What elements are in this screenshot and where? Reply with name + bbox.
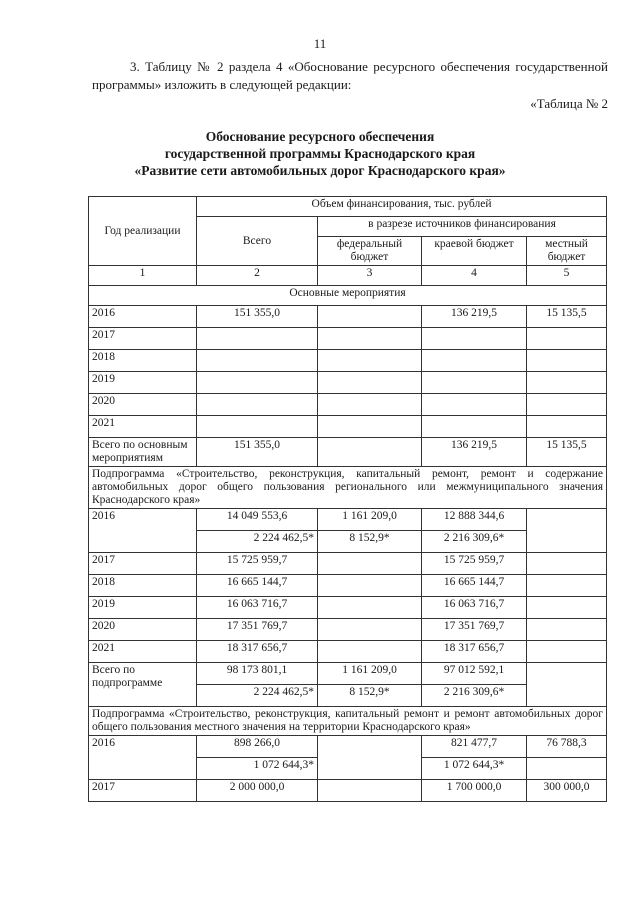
- total-cell: [197, 394, 318, 416]
- year-cell: 2016: [89, 736, 197, 780]
- federal-cell: [318, 416, 422, 438]
- year-cell: 2017: [89, 780, 197, 802]
- table-row: [89, 372, 607, 394]
- table-row: [89, 780, 607, 802]
- total-cell: 15 725 959,7: [197, 553, 318, 575]
- local-cell: [527, 394, 607, 416]
- table-row: [89, 641, 607, 663]
- year-cell: 2020: [89, 394, 197, 416]
- federal-cell: [318, 306, 422, 328]
- col-number: 3: [318, 266, 422, 286]
- federal-cell: [318, 350, 422, 372]
- regional-cell: 136 219,5: [422, 306, 527, 328]
- local-cell: [527, 597, 607, 619]
- total-cell: [197, 350, 318, 372]
- heading-line-1: Обоснование ресурсного обеспечения: [205, 129, 435, 144]
- federal-cell: [318, 597, 422, 619]
- regional-cell: 1 700 000,0: [422, 780, 527, 802]
- federal-cell: [318, 575, 422, 597]
- header-by-source: в разрезе источников финансирования: [318, 217, 607, 237]
- header-total: Всего: [197, 217, 318, 266]
- local-cell: [527, 758, 607, 780]
- total-cell: 17 351 769,7: [197, 619, 318, 641]
- year-cell: 2016: [89, 509, 197, 553]
- table-row: [89, 394, 607, 416]
- header-federal: федеральный бюджет: [318, 237, 422, 266]
- section-title-row: [89, 286, 607, 306]
- table-row: [89, 328, 607, 350]
- table-row: [89, 350, 607, 372]
- federal-cell: [318, 372, 422, 394]
- local-cell: 15 135,5: [527, 438, 607, 467]
- total-cell: 2 224 462,5*: [197, 531, 318, 553]
- table-reference: «Таблица № 2: [530, 96, 608, 111]
- regional-cell: 2 216 309,6*: [422, 531, 527, 553]
- local-cell: [527, 663, 607, 707]
- local-cell: [527, 553, 607, 575]
- document-heading: [0, 128, 640, 179]
- federal-cell: 8 152,9*: [318, 685, 422, 707]
- header-regional: краевой бюджет: [422, 237, 527, 266]
- federal-cell: [318, 394, 422, 416]
- regional-cell: 136 219,5: [422, 438, 527, 467]
- regional-cell: 18 317 656,7: [422, 641, 527, 663]
- total-cell: 16 665 144,7: [197, 575, 318, 597]
- regional-cell: 821 477,7: [422, 736, 527, 758]
- regional-cell: 1 072 644,3*: [422, 758, 527, 780]
- summary-label: Всего по основным мероприятиям: [89, 438, 197, 467]
- regional-cell: [422, 328, 527, 350]
- header-local: местный бюджет: [527, 237, 607, 266]
- table-row: [89, 619, 607, 641]
- financing-table: [88, 196, 607, 802]
- federal-cell: [318, 641, 422, 663]
- total-cell: 2 224 462,5*: [197, 685, 318, 707]
- federal-cell: [318, 780, 422, 802]
- section-2-title: Подпрограмма «Строительство, реконструкция, капитальный ремонт, ремонт и содержание автомобильных дорог общего пользования регионального или межмуниципального значения Краснодарского края»: [89, 467, 607, 509]
- total-cell: 18 317 656,7: [197, 641, 318, 663]
- local-cell: [527, 641, 607, 663]
- year-cell: 2018: [89, 575, 197, 597]
- federal-cell: 1 161 209,0: [318, 509, 422, 531]
- header-volume: Объем финансирования, тыс. рублей: [197, 197, 607, 217]
- federal-cell: [318, 619, 422, 641]
- col-number: 4: [422, 266, 527, 286]
- intro-paragraph: 3. Таблицу № 2 раздела 4 «Обоснование ресурсного обеспечения государственной программы» изложить в следующей редакции:: [92, 59, 608, 92]
- local-cell: [527, 509, 607, 553]
- total-cell: [197, 372, 318, 394]
- year-cell: 2019: [89, 597, 197, 619]
- summary-row: [89, 438, 607, 467]
- summary-label: Всего по подпрограмме: [89, 663, 197, 707]
- local-cell: [527, 328, 607, 350]
- federal-cell: [318, 736, 422, 780]
- heading-line-3: «Развитие сети автомобильных дорог Краснодарского края»: [134, 163, 506, 178]
- local-cell: [527, 416, 607, 438]
- federal-cell: [318, 553, 422, 575]
- regional-cell: 15 725 959,7: [422, 553, 527, 575]
- federal-cell: [318, 438, 422, 467]
- regional-cell: 17 351 769,7: [422, 619, 527, 641]
- federal-cell: [318, 328, 422, 350]
- table-row: [89, 597, 607, 619]
- total-cell: 14 049 553,6: [197, 509, 318, 531]
- column-numbers-row: [89, 266, 607, 286]
- total-cell: 151 355,0: [197, 438, 318, 467]
- local-cell: [527, 619, 607, 641]
- local-cell: 15 135,5: [527, 306, 607, 328]
- table-row: [89, 736, 607, 758]
- regional-cell: 2 216 309,6*: [422, 685, 527, 707]
- regional-cell: 12 888 344,6: [422, 509, 527, 531]
- regional-cell: 16 063 716,7: [422, 597, 527, 619]
- local-cell: [527, 350, 607, 372]
- year-cell: 2021: [89, 641, 197, 663]
- table-row: [89, 306, 607, 328]
- year-cell: 2017: [89, 553, 197, 575]
- regional-cell: [422, 416, 527, 438]
- heading-line-2: государственной программы Краснодарского края: [164, 146, 476, 161]
- year-cell: 2021: [89, 416, 197, 438]
- total-cell: 1 072 644,3*: [197, 758, 318, 780]
- regional-cell: [422, 350, 527, 372]
- year-cell: 2017: [89, 328, 197, 350]
- local-cell: 300 000,0: [527, 780, 607, 802]
- summary-row: [89, 663, 607, 685]
- col-number: 2: [197, 266, 318, 286]
- section-title-row: [89, 467, 607, 509]
- table-row: [89, 509, 607, 531]
- regional-cell: [422, 394, 527, 416]
- year-cell: 2020: [89, 619, 197, 641]
- year-cell: 2018: [89, 350, 197, 372]
- local-cell: 76 788,3: [527, 736, 607, 758]
- total-cell: [197, 416, 318, 438]
- col-number: 5: [527, 266, 607, 286]
- section-1-title: Основные мероприятия: [89, 286, 607, 306]
- table-row: [89, 575, 607, 597]
- year-cell: 2016: [89, 306, 197, 328]
- regional-cell: 16 665 144,7: [422, 575, 527, 597]
- federal-cell: 1 161 209,0: [318, 663, 422, 685]
- col-number: 1: [89, 266, 197, 286]
- table-row: [89, 553, 607, 575]
- header-row-1: [89, 197, 607, 217]
- local-cell: [527, 372, 607, 394]
- year-cell: 2019: [89, 372, 197, 394]
- federal-cell: 8 152,9*: [318, 531, 422, 553]
- section-3-title: Подпрограмма «Строительство, реконструкция, капитальный ремонт и ремонт автомобильных дорог общего пользования местного значения на территории Краснодарского края»: [89, 707, 607, 736]
- header-year: Год реализации: [89, 197, 197, 266]
- section-title-row: [89, 707, 607, 736]
- page-number: 11: [313, 36, 327, 51]
- total-cell: 16 063 716,7: [197, 597, 318, 619]
- table-row: [89, 416, 607, 438]
- regional-cell: 97 012 592,1: [422, 663, 527, 685]
- total-cell: [197, 328, 318, 350]
- regional-cell: [422, 372, 527, 394]
- local-cell: [527, 575, 607, 597]
- total-cell: 98 173 801,1: [197, 663, 318, 685]
- total-cell: 151 355,0: [197, 306, 318, 328]
- total-cell: 2 000 000,0: [197, 780, 318, 802]
- total-cell: 898 266,0: [197, 736, 318, 758]
